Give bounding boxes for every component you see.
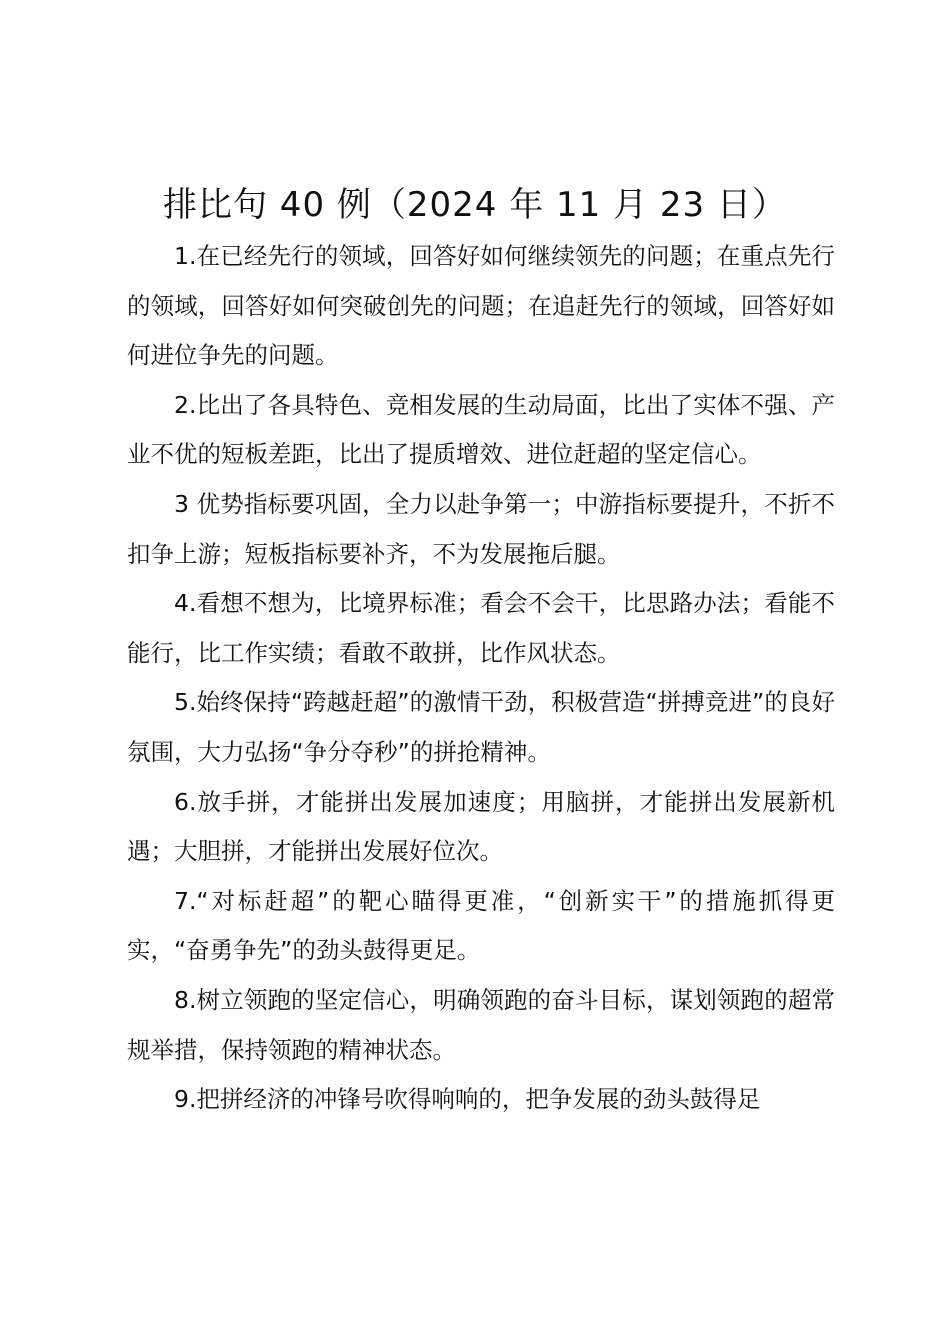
paragraph-1: 1.在已经先行的领域，回答好如何继续领先的问题；在重点先行的领域，回答好如何突破创先的问题；在追赶先行的领域，回答好如何进位争先的问题。 (127, 242, 835, 370)
paragraph-3: 3 优势指标要巩固，全力以赴争第一；中游指标要提升，不折不扣争上游；短板指标要补齐，不为发展拖后腿。 (127, 489, 835, 568)
paragraph-7: 7.“对标赶超”的靶心瞄得更准，“创新实干”的措施抓得更实，“奋勇争先”的劲头鼓得更足。 (127, 886, 835, 965)
paragraph-9: 9.把拼经济的冲锋号吹得响响的，把争发展的劲头鼓得足 (174, 1085, 761, 1114)
paragraph-5: 5.始终保持“跨越赶超”的激情干劲，积极营造“拼搏竞进”的良好氛围，大力弘扬“争分夺秒”的拼抢精神。 (127, 688, 835, 766)
paragraph-8: 8.树立领跑的坚定信心，明确领跑的奋斗目标，谋划领跑的超常规举措，保持领跑的精神状态。 (127, 985, 835, 1064)
paragraph-4: 4.看想不想为，比境界标准；看会不会干，比思路办法；看能不能行，比工作实绩；看敢不敢拼，比作风状态。 (127, 589, 835, 667)
paragraph-2: 2.比出了各具特色、竞相发展的生动局面，比出了实体不强、产业不优的短板差距，比出了提质增效、进位赶超的坚定信心。 (127, 390, 835, 469)
paragraph-6: 6.放手拼，才能拼出发展加速度；用脑拼，才能拼出发展新机遇；大胆拼，才能拼出发展好位次。 (127, 787, 835, 866)
document-title: 排比句 40 例（2024 年 11 月 23 日） (163, 185, 787, 225)
document-body (127, 232, 835, 1125)
